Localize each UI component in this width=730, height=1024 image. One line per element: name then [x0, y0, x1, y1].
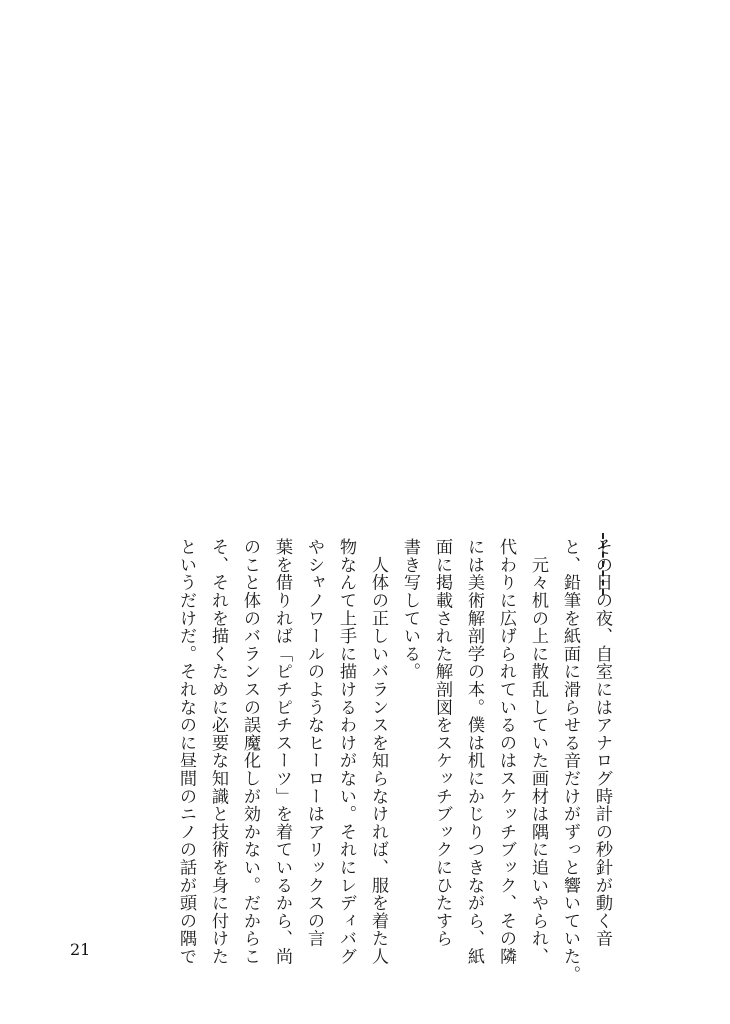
page-number: 21 [70, 940, 91, 959]
text-line: には美術解剖学の本。僕は机にかじりつきながら、紙 [464, 538, 484, 966]
text-line: 元々机の上に散乱していた画材は隅に追いやられ、 [528, 538, 548, 966]
text-line: と、鉛筆を紙面に滑らせる音だけがずっと響いていた。 [560, 538, 580, 983]
text-line: 葉を借りれば「ピチピチスーツ」を着ているから、尚 [272, 538, 292, 966]
text-line: やシャノワールのようなヒーローはアリックスの言 [304, 538, 324, 948]
text-line: 代わりに広げられているのはスケッチブック、その隣 [496, 538, 516, 966]
text-line: 書き写している。 [400, 538, 420, 681]
text-line: その日の夜、自室にはアナログ時計の秒針が動く音 [592, 538, 612, 948]
text-line: のこと体のバランスの誤魔化しが効かない。だからこ [240, 538, 260, 966]
text-line: そ、それを描くために必要な知識と技術を身に付けた [208, 538, 228, 966]
text-line: 物なんて上手に描けるわけがない。それにレディバグ [336, 538, 356, 966]
text-line: というだけだ。それなのに昼間のニノの話が頭の隅で [176, 538, 196, 966]
text-line: 人体の正しいバランスを知らなければ、服を着た人 [368, 538, 388, 966]
text-line: 面に掲載された解剖図をスケッチブックにひたすら [432, 538, 452, 948]
body-text [170, 538, 618, 983]
